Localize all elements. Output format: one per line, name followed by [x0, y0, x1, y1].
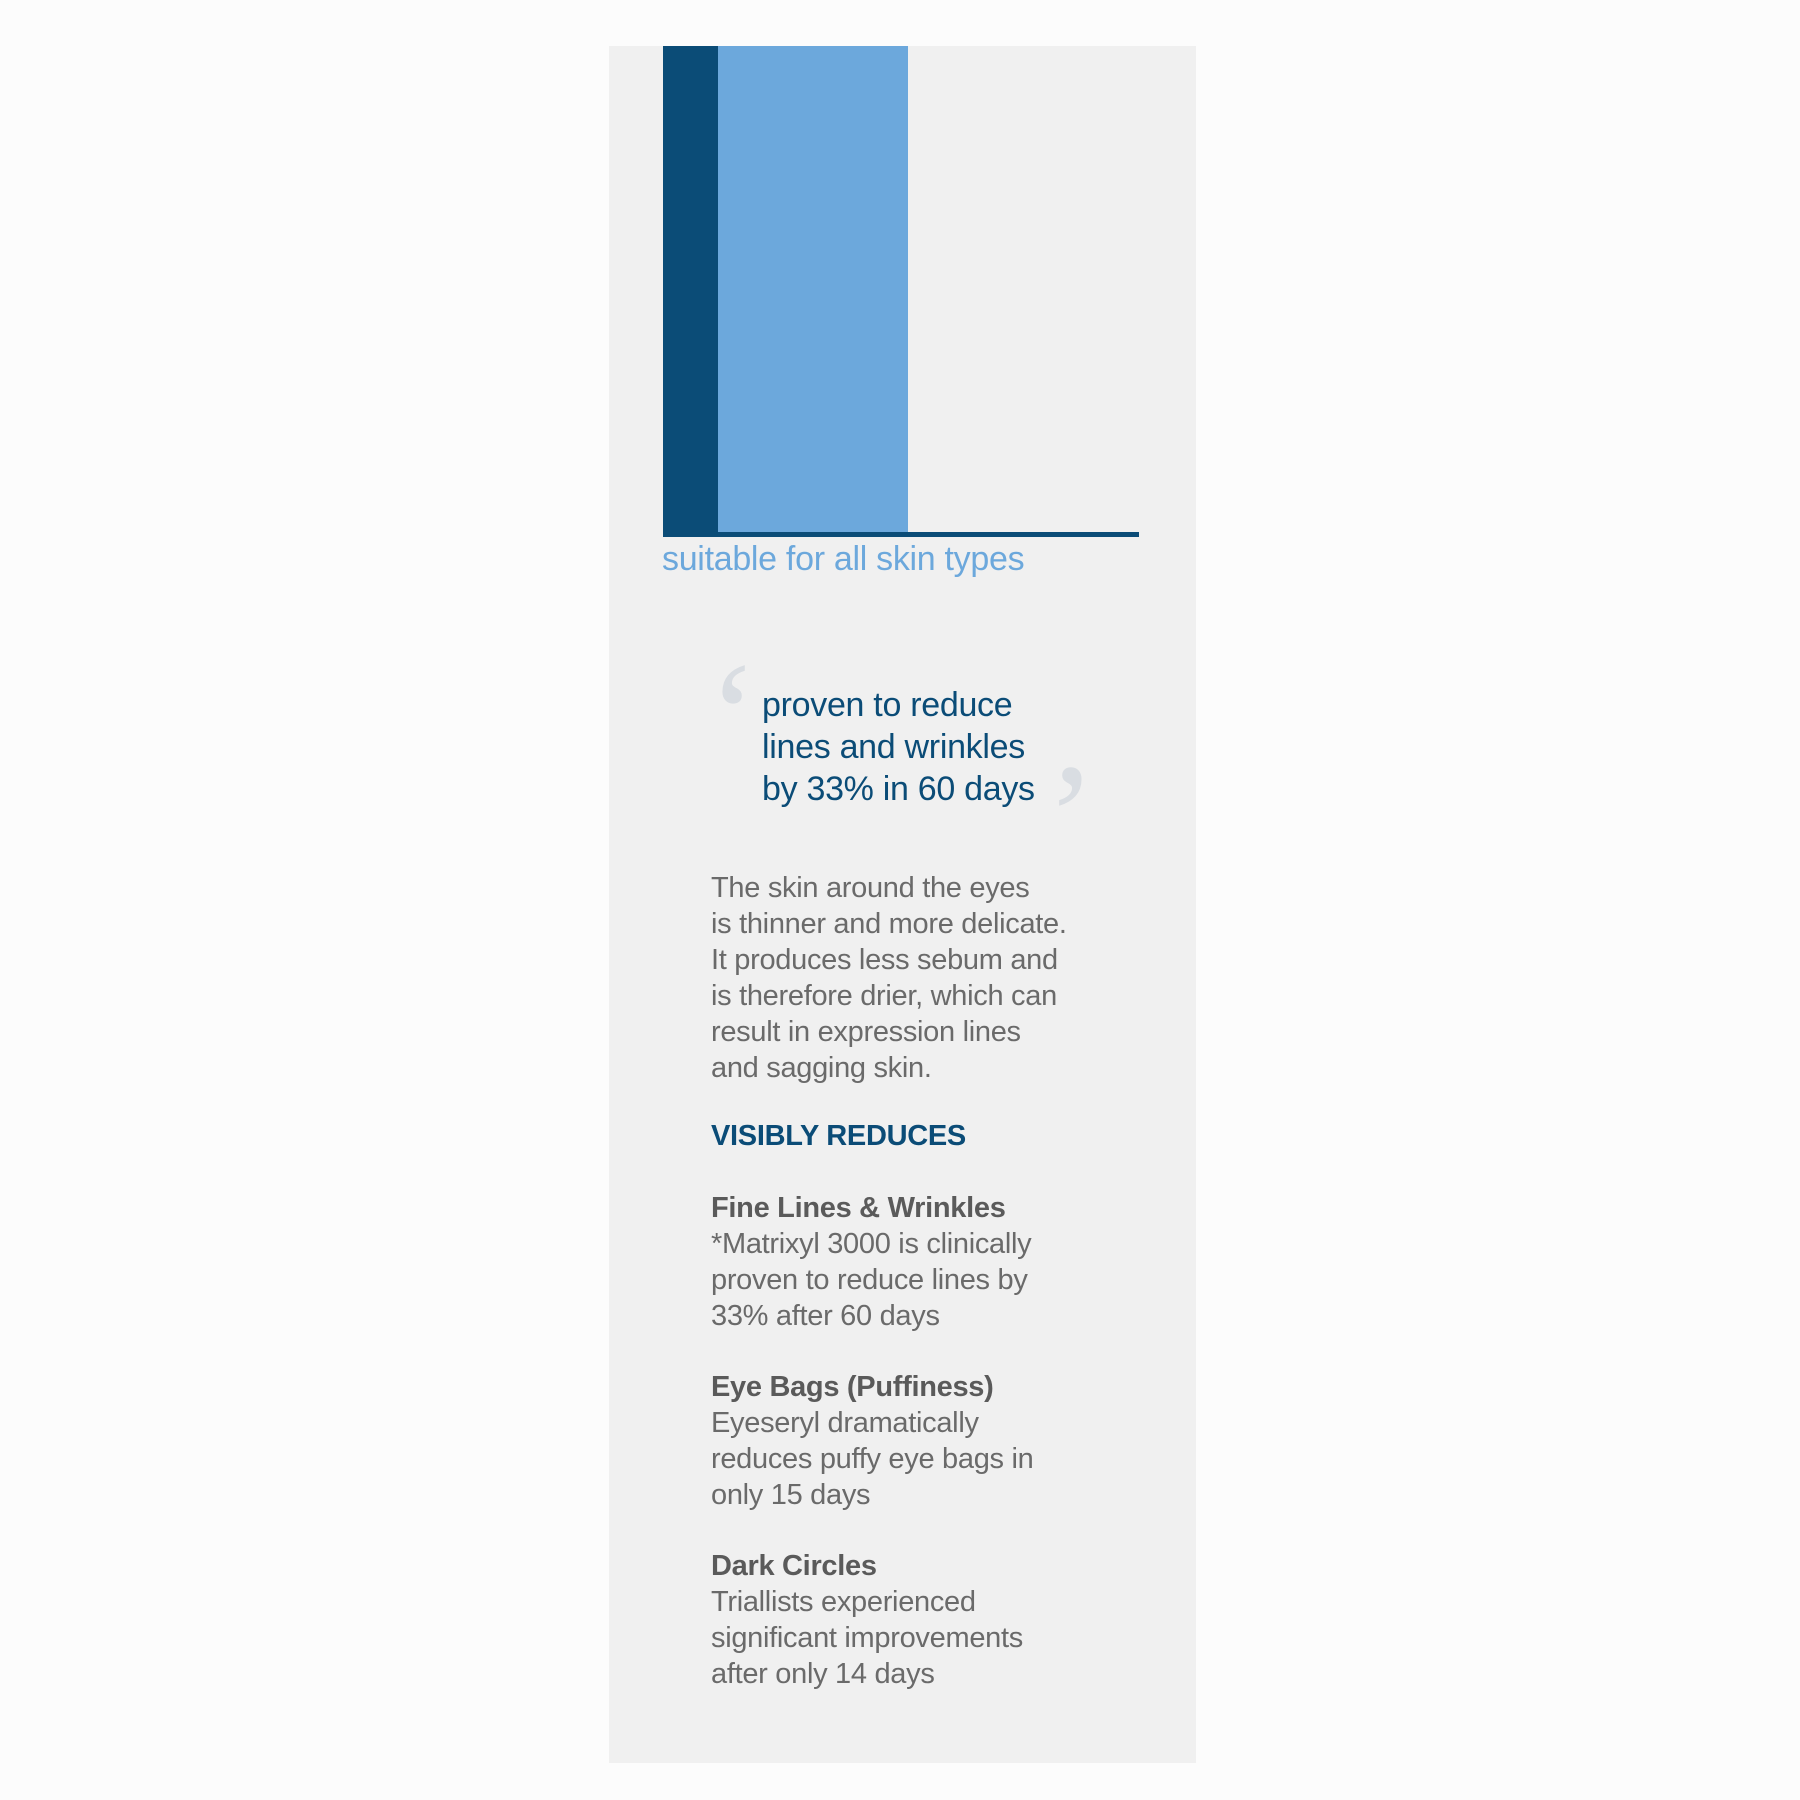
benefit-line: after only 14 days [711, 1658, 935, 1690]
benefit-line: Triallists experienced [711, 1586, 976, 1618]
open-quote-icon: ‘ [708, 632, 758, 798]
intro-paragraph [711, 870, 1131, 1086]
benefit-dark-circles [711, 1548, 1131, 1692]
intro-line: and sagging skin. [711, 1052, 932, 1084]
benefit-line: *Matrixyl 3000 is clinically [711, 1228, 1032, 1260]
close-quote-icon: ’ [1046, 734, 1096, 900]
benefit-line: proven to reduce lines by [711, 1264, 1028, 1296]
intro-line: result in expression lines [711, 1016, 1021, 1048]
intro-line: is therefore drier, which can [711, 980, 1057, 1012]
benefit-line: reduces puffy eye bags in [711, 1443, 1034, 1475]
benefit-title: Eye Bags (Puffiness) [711, 1371, 994, 1403]
benefit-eye-bags [711, 1369, 1131, 1513]
light-blue-stripe [718, 46, 908, 534]
claim-quote-line: by 33% in 60 days [762, 770, 1035, 808]
benefit-line: Eyeseryl dramatically [711, 1407, 979, 1439]
benefit-fine-lines [711, 1190, 1131, 1334]
benefit-title: Dark Circles [711, 1550, 877, 1582]
section-heading: VISIBLY REDUCES [711, 1120, 966, 1152]
intro-line: It produces less sebum and [711, 944, 1058, 976]
benefit-line: 33% after 60 days [711, 1300, 940, 1332]
benefit-line: only 15 days [711, 1479, 871, 1511]
benefit-line: significant improvements [711, 1622, 1023, 1654]
tagline: suitable for all skin types [662, 540, 1025, 578]
dark-blue-stripe [663, 46, 718, 534]
intro-line: is thinner and more delicate. [711, 908, 1067, 940]
blue-underline [663, 532, 1139, 537]
claim-quote-line: proven to reduce [762, 686, 1013, 724]
claim-quote-line: lines and wrinkles [762, 728, 1025, 766]
intro-line: The skin around the eyes [711, 872, 1030, 904]
benefit-title: Fine Lines & Wrinkles [711, 1192, 1006, 1224]
